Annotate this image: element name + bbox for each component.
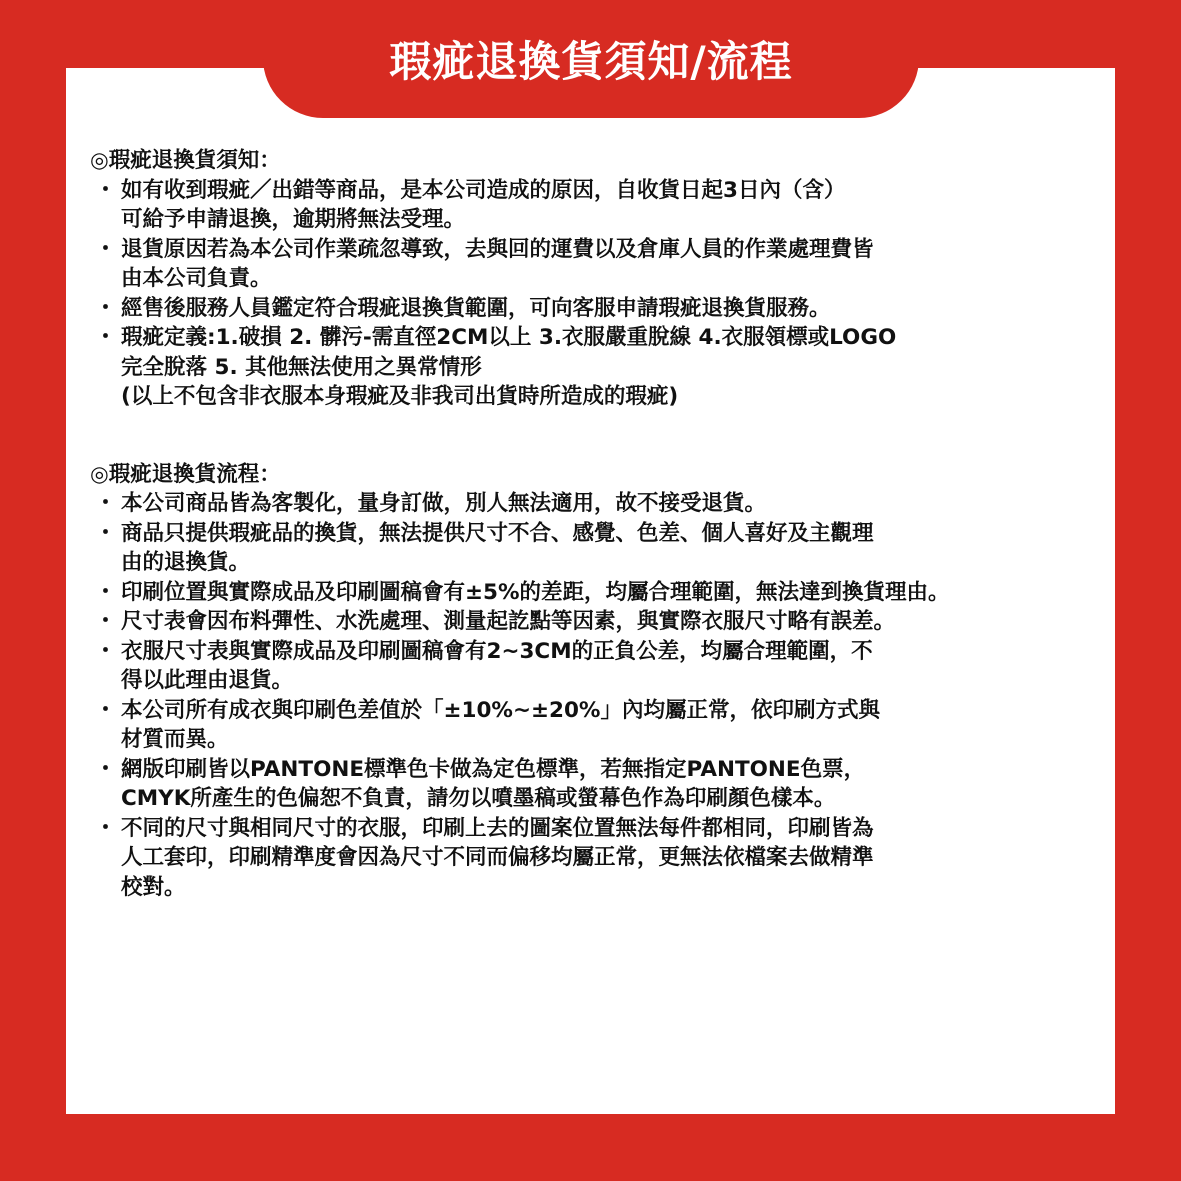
process-list xyxy=(90,489,1100,902)
list-item-line: (以上不包含非衣服本身瑕疵及非我司出貨時所造成的瑕疵) xyxy=(121,384,679,409)
list-item-text xyxy=(121,489,1100,519)
list-item-line: 如有收到瑕疵／出錯等商品，是本公司造成的原因，自收貨日起3日內（含） xyxy=(121,177,846,203)
list-item-text xyxy=(121,696,1100,755)
bullet-icon: ・ xyxy=(94,697,117,723)
list-item-line: 材質而異。 xyxy=(121,727,229,752)
list-item xyxy=(90,519,1100,578)
list-item-line: 人工套印，印刷精準度會因為尺寸不同而偏移均屬正常，更無法依檔案去做精準 xyxy=(121,845,874,870)
list-item xyxy=(90,814,1100,903)
list-item-line: 校對。 xyxy=(121,874,186,900)
content-body xyxy=(90,146,1100,902)
list-item xyxy=(90,323,1100,412)
list-item-text xyxy=(121,176,1100,235)
bullet-icon: ・ xyxy=(94,325,117,350)
notice-list xyxy=(90,176,1100,412)
page-title: 瑕疵退換貨須知/流程 xyxy=(389,37,793,86)
list-item-text xyxy=(121,519,1100,578)
list-item-line: 商品只提供瑕疵品的換貨，無法提供尺寸不合、感覺、色差、個人喜好及主觀理 xyxy=(121,520,874,546)
list-item-text xyxy=(121,637,1100,696)
list-item-line: 不同的尺寸與相同尺寸的衣服，印刷上去的圖案位置無法每件都相同，印刷皆為 xyxy=(121,815,874,841)
list-item-line: 由本公司負責。 xyxy=(121,266,272,291)
bullet-icon: ・ xyxy=(94,295,117,321)
list-item xyxy=(90,235,1100,294)
list-item-line: 退貨原因若為本公司作業疏忽導致，去與回的運費以及倉庫人員的作業處理費皆 xyxy=(121,236,874,262)
list-item xyxy=(90,607,1100,637)
process-heading: ◎瑕疵退換貨流程： xyxy=(90,461,281,487)
list-item xyxy=(90,489,1100,519)
section-spacer xyxy=(90,412,1100,460)
list-item-line: CMYK所產生的色偏恕不負責，請勿以噴墨稿或螢幕色作為印刷顏色樣本。 xyxy=(121,786,836,811)
list-item-text xyxy=(121,755,1100,814)
bullet-icon: ・ xyxy=(94,520,117,546)
list-item-text xyxy=(121,814,1100,903)
bullet-icon: ・ xyxy=(94,638,117,664)
bullet-icon: ・ xyxy=(94,491,117,516)
bullet-icon: ・ xyxy=(94,236,117,262)
list-item xyxy=(90,176,1100,235)
list-item-line: 瑕疵定義:1.破損 2. 髒污-需直徑2CM以上 3.衣服嚴重脫線 4.衣服領標或LOGO xyxy=(121,325,897,350)
title-banner xyxy=(263,0,919,118)
list-item-text xyxy=(121,235,1100,294)
list-item-line: 網版印刷皆以PANTONE標準色卡做為定色標準，若無指定PANTONE色票， xyxy=(121,756,866,782)
bullet-icon: ・ xyxy=(94,609,117,634)
list-item-text xyxy=(121,607,1100,637)
bullet-icon: ・ xyxy=(94,177,117,203)
list-item-line: 可給予申請退換，逾期將無法受理。 xyxy=(121,207,466,232)
bullet-icon: ・ xyxy=(94,815,117,841)
list-item-line: 由的退換貨。 xyxy=(121,550,251,575)
list-item-line: 衣服尺寸表與實際成品及印刷圖稿會有2~3CM的正負公差，均屬合理範圍，不 xyxy=(121,638,873,664)
list-item xyxy=(90,578,1100,608)
list-item-line: 尺寸表會因布料彈性、水洗處理、測量起訖點等因素，與實際衣服尺寸略有誤差。 xyxy=(121,609,896,634)
list-item-line: 印刷位置與實際成品及印刷圖稿會有±5%的差距，均屬合理範圍，無法達到換貨理由。 xyxy=(121,579,950,605)
list-item-text xyxy=(121,323,1100,412)
notice-heading: ◎瑕疵退換貨須知： xyxy=(90,148,281,173)
list-item xyxy=(90,637,1100,696)
list-item-line: 完全脫落 5. 其他無法使用之異常情形 xyxy=(121,354,482,380)
list-item-text xyxy=(121,578,1100,608)
list-item xyxy=(90,755,1100,814)
list-item-line: 本公司商品皆為客製化，量身訂做，別人無法適用，故不接受退貨。 xyxy=(121,491,767,516)
list-item-text xyxy=(121,294,1100,324)
list-item-line: 本公司所有成衣與印刷色差值於「±10%~±20%」內均屬正常，依印刷方式與 xyxy=(121,697,880,723)
bullet-icon: ・ xyxy=(94,756,117,782)
list-item-line: 經售後服務人員鑑定符合瑕疵退換貨範圍，可向客服申請瑕疵退換貨服務。 xyxy=(121,295,831,321)
list-item xyxy=(90,696,1100,755)
list-item-line: 得以此理由退貨。 xyxy=(121,668,294,693)
list-item xyxy=(90,294,1100,324)
bullet-icon: ・ xyxy=(94,579,117,605)
